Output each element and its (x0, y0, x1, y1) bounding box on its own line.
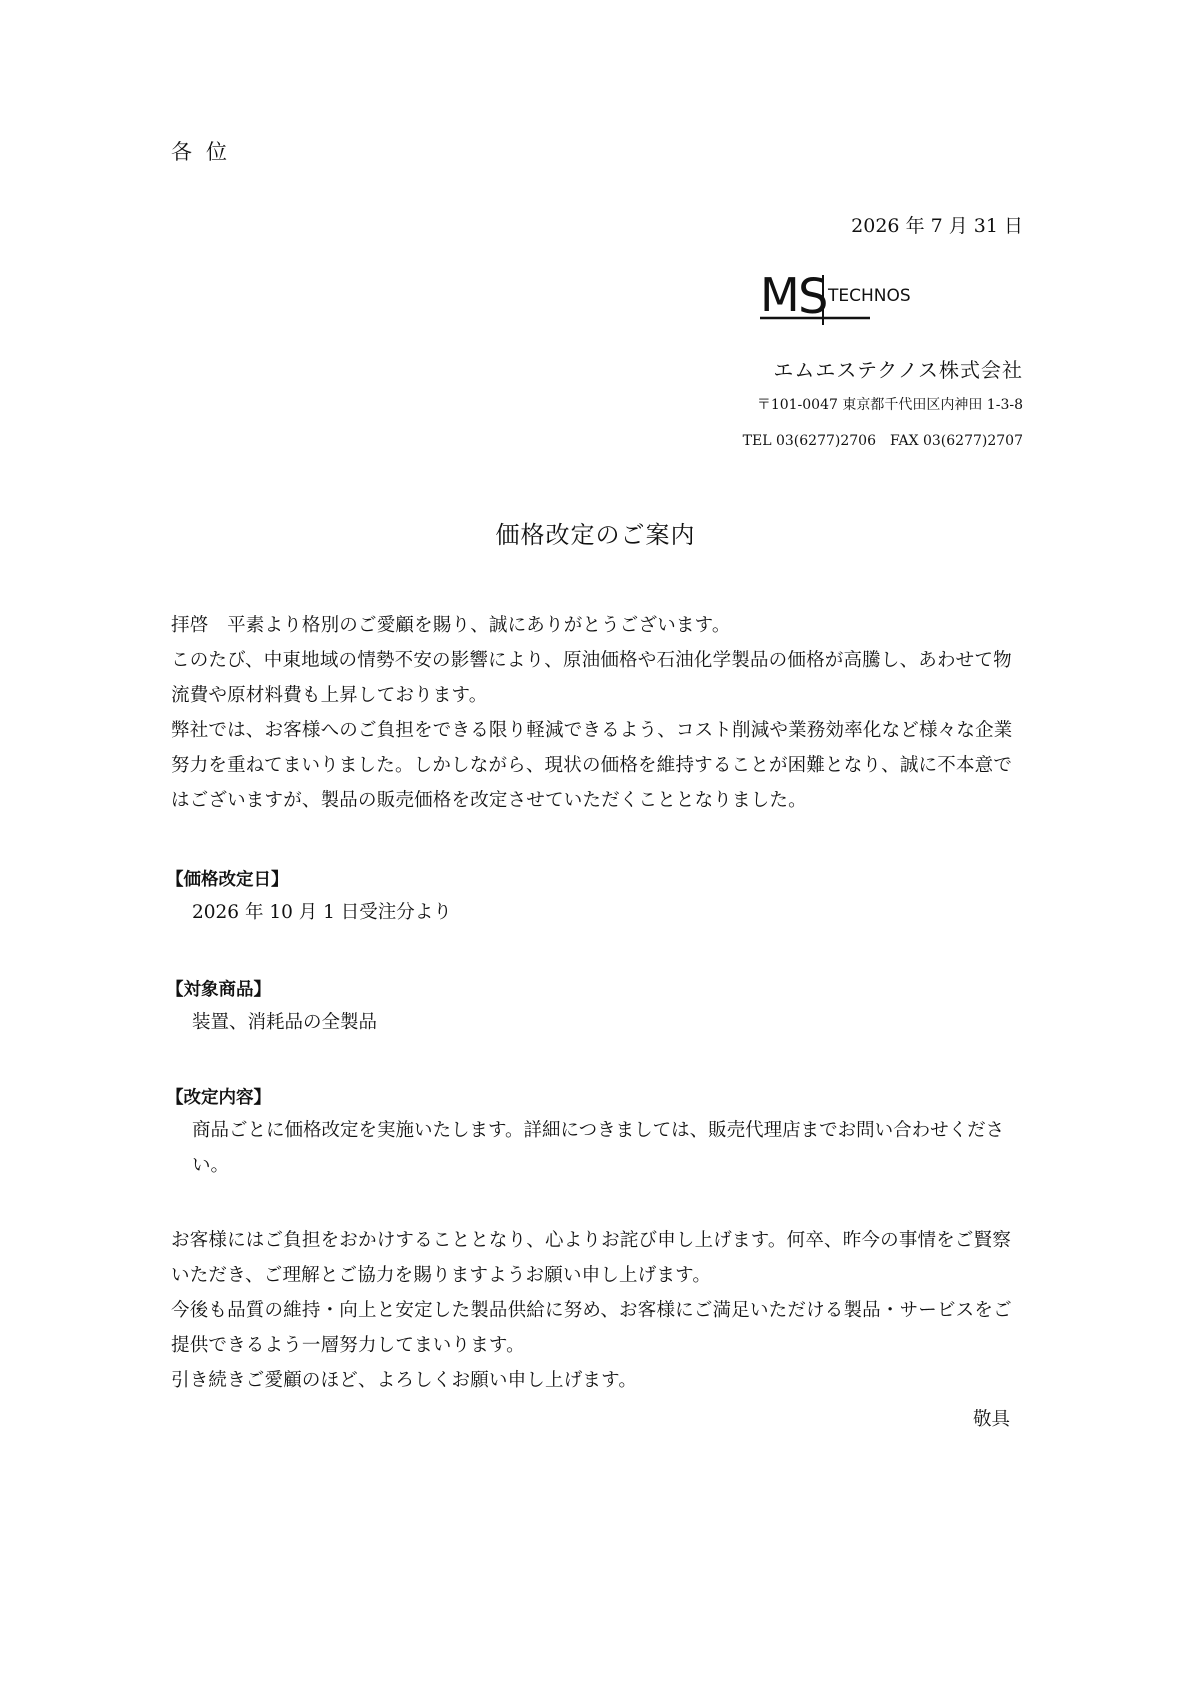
intro-paragraph: 拝啓 平素より格別のご愛顧を賜り、誠にありがとうございます。 (171, 615, 731, 636)
closing-word: 敬具 (972, 1409, 1010, 1430)
closing-paragraphs (171, 1223, 1023, 1398)
closing-paragraph: 引き続きご愛顧のほど、よろしくお願い申し上げます。 (171, 1370, 638, 1391)
company-name: エムエステクノス株式会社 (773, 358, 1023, 382)
closing-paragraph: お客様にはご負担をおかけすることとなり、心よりお詫び申し上げます。何卒、昨今の事情をご賢察いただき、ご理解とご協力を賜りますようお願い申し上げます。 (171, 1230, 1012, 1286)
closing-paragraph: 今後も品質の維持・向上と安定した製品供給に努め、お客様にご満足いただける製品・サービスをご提供できるよう一層努力してまいります。 (171, 1300, 1012, 1356)
logo-letter-s: S (798, 269, 829, 325)
section-heading-revision-details: 【改定内容】 (166, 1088, 271, 1108)
company-address: 〒101-0047 東京都千代田区内神田 1-3-8 (756, 397, 1023, 413)
section-body-revision-date: 2026 年 10 月 1 日受注分より (192, 902, 452, 923)
section-body-target-products: 装置、消耗品の全製品 (192, 1012, 378, 1033)
section-heading-revision-date: 【価格改定日】 (166, 870, 289, 890)
intro-paragraph: このたび、中東地域の情勢不安の影響により、原油価格や石油化学製品の価格が高騰し、あわせて物流費や原材料費も上昇しております。 (171, 650, 1012, 706)
company-logo (760, 269, 936, 329)
addressee: 各位 (171, 140, 241, 164)
section-heading-target-products: 【対象商品】 (166, 980, 271, 1000)
section-body-revision-details: 商品ごとに価格改定を実施いたします。詳細につきましては、販売代理店までお問い合わせください。 (192, 1120, 1005, 1176)
logo-letter-m: M (760, 269, 800, 322)
letter-date: 2026 年 7 月 31 日 (851, 215, 1023, 237)
intro-paragraph: 弊社では、お客様へのご負担をできる限り軽減できるよう、コスト削減や業務効率化など様々な企業努力を重ねてまいりました。しかしながら、現状の価格を維持することが困難となり、誠に不本意ではございますが、製品の販売価格を改定させていただくこととなりました。 (171, 720, 1013, 811)
company-contact: TEL 03(6277)2706 FAX 03(6277)2707 (742, 433, 1023, 449)
logo-text-technos: TECHNOS (828, 286, 911, 306)
intro-paragraphs (171, 608, 1023, 818)
document-title: 価格改定のご案内 (495, 521, 696, 549)
